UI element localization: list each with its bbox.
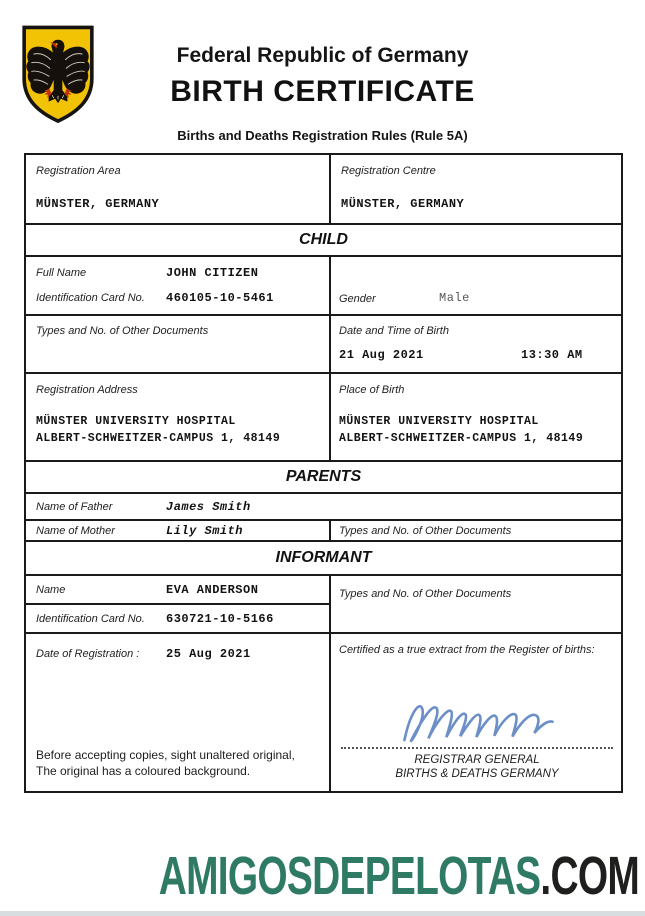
registrar-title-line1: REGISTRAR GENERAL <box>414 754 540 766</box>
registrar-title-line2: BIRTHS & DEATHS GERMANY <box>395 768 559 780</box>
full-name-label: Full Name <box>36 267 87 279</box>
brand-tld-text: .COM <box>540 846 639 906</box>
section-header-parents: PARENTS <box>26 460 621 492</box>
rules-subtitle: Births and Deaths Registration Rules (Rule 5A) <box>177 128 468 143</box>
handwritten-signature-icon <box>395 685 558 748</box>
registration-address-line2: ALBERT-SCHWEITZER-CAMPUS 1, 48149 <box>36 432 281 445</box>
section-header-child: CHILD <box>26 223 621 255</box>
brand-name-text: AMIGOSDEPELOTAS <box>158 846 541 906</box>
informant-name-label: Name <box>36 583 66 596</box>
child-id-label: Identification Card No. <box>36 292 145 304</box>
registration-centre-value: MÜNSTER, GERMANY <box>341 197 465 211</box>
birth-place-row <box>26 372 621 460</box>
informant-rows <box>26 574 621 632</box>
informant-id-label: Identification Card No. <box>36 612 145 625</box>
gender-label: Gender <box>339 293 376 305</box>
place-of-birth-line2: ALBERT-SCHWEITZER-CAMPUS 1, 48149 <box>339 432 584 445</box>
child-other-docs-label: Types and No. of Other Documents <box>36 325 209 337</box>
certificate-table <box>24 153 623 793</box>
father-row <box>26 492 621 519</box>
father-label: Name of Father <box>36 500 113 513</box>
gender-value: Male <box>439 291 470 305</box>
informant-name-value: EVA ANDERSON <box>166 582 259 597</box>
registration-area-label: Registration Area <box>36 165 121 177</box>
full-name-value: JOHN CITIZEN <box>166 266 259 280</box>
country-title: Federal Republic of Germany <box>176 44 469 67</box>
informant-other-docs-label: Types and No. of Other Documents <box>339 588 512 600</box>
child-identity-row <box>26 255 621 314</box>
registration-area-value: MÜNSTER, GERMANY <box>36 197 160 211</box>
signature-dotted-line <box>341 747 613 749</box>
mother-row <box>26 519 621 540</box>
place-of-birth-label: Place of Birth <box>339 384 405 396</box>
birth-datetime-row <box>26 314 621 372</box>
document-title: BIRTH CERTIFICATE <box>170 75 475 108</box>
copy-note-line2: The original has a coloured background. <box>36 764 251 778</box>
birth-date-value: 21 Aug 2021 <box>339 348 424 362</box>
date-of-registration-label: Date of Registration : <box>36 648 140 660</box>
document-header <box>0 44 645 143</box>
date-of-registration-value: 25 Aug 2021 <box>166 647 251 661</box>
bottom-edge-bar <box>0 911 645 916</box>
registration-address-label: Registration Address <box>36 384 138 396</box>
site-watermark <box>159 845 639 907</box>
section-header-informant: INFORMANT <box>26 540 621 574</box>
copy-note-line1: Before accepting copies, sight unaltered original, <box>36 748 295 762</box>
certified-extract-label: Certified as a true extract from the Register of births: <box>339 644 595 656</box>
mother-label: Name of Mother <box>36 524 115 537</box>
place-of-birth-line1: MÜNSTER UNIVERSITY HOSPITAL <box>339 415 539 428</box>
registration-address-line1: MÜNSTER UNIVERSITY HOSPITAL <box>36 415 236 428</box>
registration-centre-label: Registration Centre <box>341 165 436 177</box>
mother-name-value: Lily Smith <box>166 523 244 538</box>
registration-row <box>26 155 621 223</box>
birth-time-value: 13:30 AM <box>521 348 583 362</box>
parents-other-docs-label: Types and No. of Other Documents <box>339 524 512 537</box>
informant-id-value: 630721-10-5166 <box>166 611 274 626</box>
father-name-value: James Smith <box>166 499 251 514</box>
certification-row <box>26 632 621 791</box>
child-id-value: 460105-10-5461 <box>166 291 274 305</box>
birth-datetime-label: Date and Time of Birth <box>339 325 449 337</box>
